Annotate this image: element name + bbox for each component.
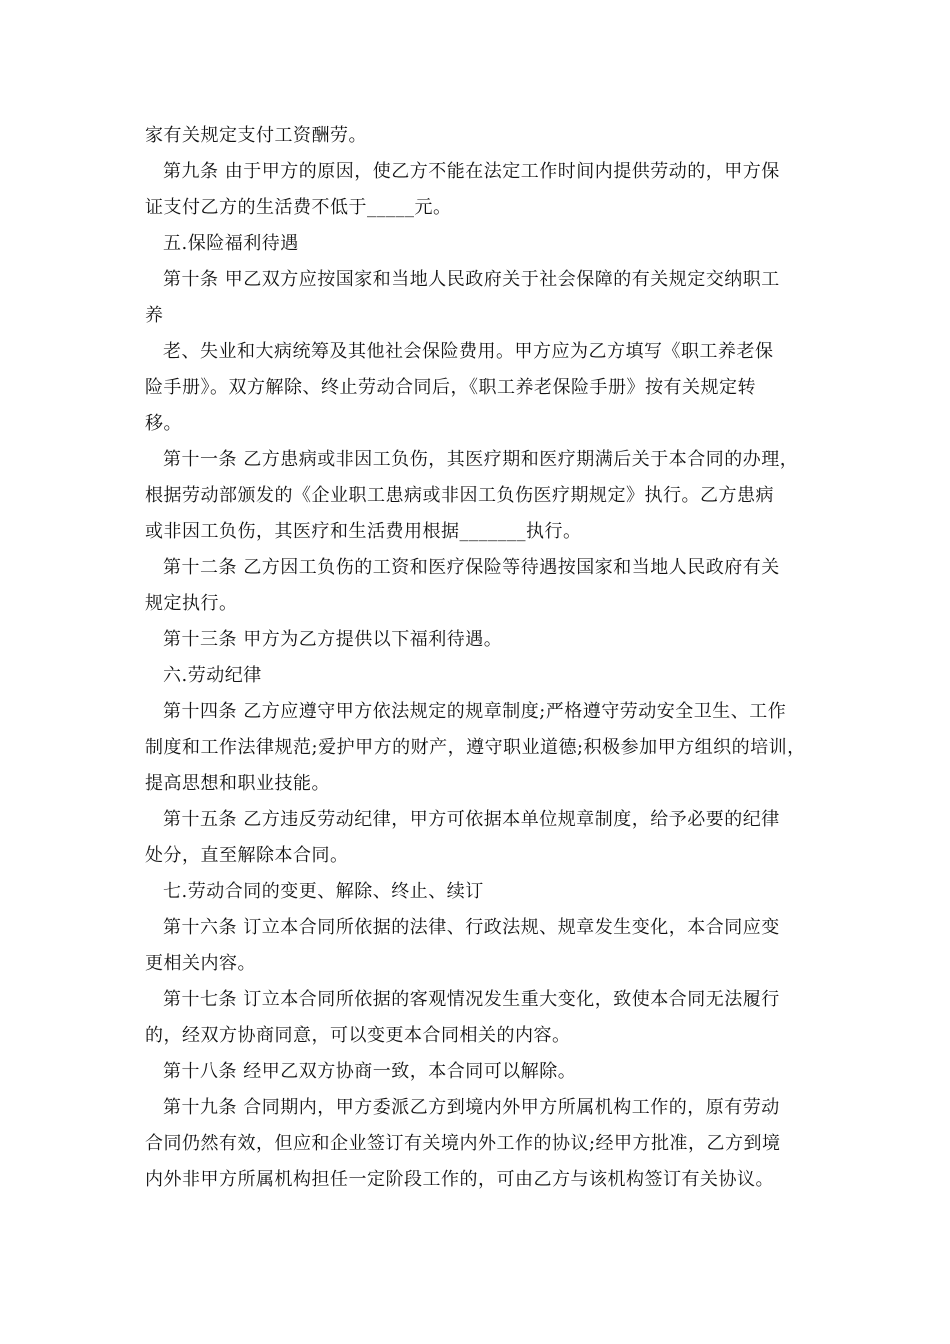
text-line: 第十二条 乙方因工负伤的工资和医疗保险等待遇按国家和当地人民政府有关 — [163, 557, 780, 578]
text-line: 险手册》。双方解除、终止劳动合同后，《职工养老保险手册》按有关规定转 — [145, 377, 756, 398]
text-line: 内外非甲方所属机构担任一定阶段工作的，可由乙方与该机构签订有关协议。 — [145, 1169, 774, 1190]
text-line: 第九条 由于甲方的原因，使乙方不能在法定工作时间内提供劳动的，甲方保 — [163, 161, 780, 182]
text-line: 规定执行。 — [145, 593, 238, 614]
text-line: 合同仍然有效，但应和企业签订有关境内外工作的协议;经甲方批准，乙方到境 — [145, 1133, 781, 1154]
text-line: 证支付乙方的生活费不低于_____元。 — [145, 197, 452, 218]
text-line: 第十四条 乙方应遵守甲方依法规定的规章制度;严格遵守劳动安全卫生、工作 — [163, 701, 787, 722]
text-line: 第十六条 订立本合同所依据的法律、行政法规、规章发生变化，本合同应变 — [163, 917, 780, 938]
text-line: 的，经双方协商同意，可以变更本合同相关的内容。 — [145, 1025, 571, 1046]
text-line: 第十五条 乙方违反劳动纪律，甲方可依据本单位规章制度，给予必要的纪律 — [163, 809, 780, 830]
text-line: 第十条 甲乙双方应按国家和当地人民政府关于社会保障的有关规定交纳职工 — [163, 269, 780, 290]
text-line: 家有关规定支付工资酬劳。 — [145, 125, 367, 146]
text-line: 第十七条 订立本合同所依据的客观情况发生重大变化，致使本合同无法履行 — [163, 989, 780, 1010]
text-line: 七.劳动合同的变更、解除、终止、续订 — [163, 881, 484, 902]
document-body — [145, 118, 815, 1198]
text-line: 五.保险福利待遇 — [163, 233, 299, 254]
text-line: 制度和工作法律规范;爱护甲方的财产，遵守职业道德;积极参加甲方组织的培训， — [145, 737, 806, 758]
text-line: 六.劳动纪律 — [163, 665, 262, 686]
text-line: 根据劳动部颁发的《企业职工患病或非因工负伤医疗期规定》执行。乙方患病 — [145, 485, 774, 506]
text-line: 第十九条 合同期内，甲方委派乙方到境内外甲方所属机构工作的，原有劳动 — [163, 1097, 780, 1118]
text-line: 第十三条 甲方为乙方提供以下福利待遇。 — [163, 629, 503, 650]
text-line: 养 — [145, 305, 164, 326]
text-line: 第十八条 经甲乙双方协商一致，本合同可以解除。 — [163, 1061, 577, 1082]
text-line: 提高思想和职业技能。 — [145, 773, 330, 794]
text-line: 处分，直至解除本合同。 — [145, 845, 349, 866]
text-line: 更相关内容。 — [145, 953, 256, 974]
text-line: 第十一条 乙方患病或非因工负伤，其医疗期和医疗期满后关于本合同的办理， — [163, 449, 799, 470]
text-line: 或非因工负伤，其医疗和生活费用根据_______执行。 — [145, 521, 582, 542]
text-line: 老、失业和大病统筹及其他社会保险费用。甲方应为乙方填写《职工养老保 — [163, 341, 774, 362]
text-line: 移。 — [145, 413, 182, 434]
